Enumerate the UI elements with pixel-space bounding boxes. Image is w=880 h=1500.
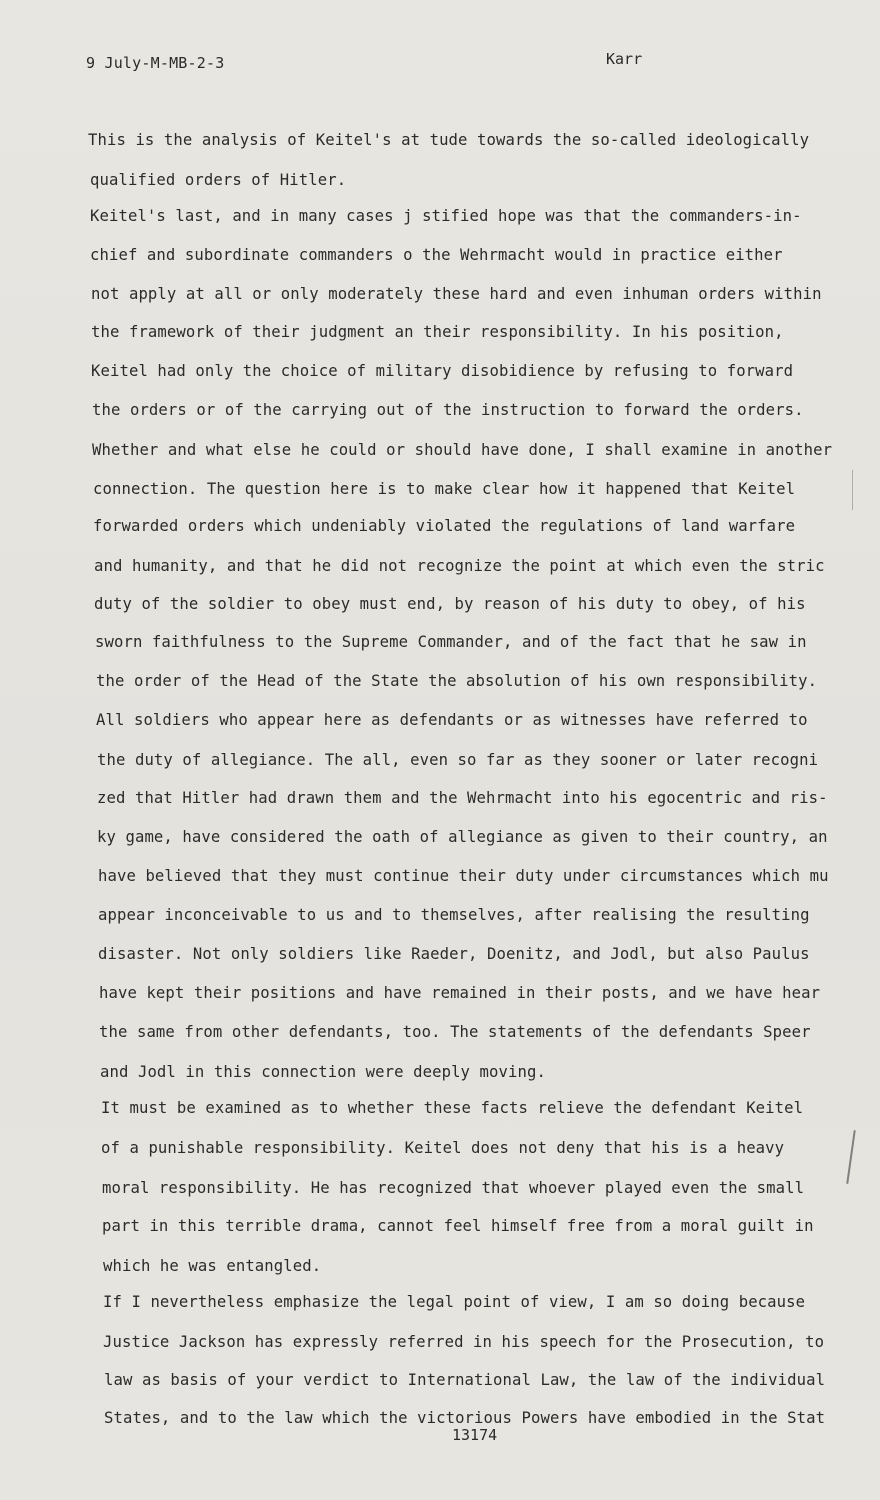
margin-pencil-mark xyxy=(852,470,853,510)
text-line: appear inconceivable to us and to themselves, after realising the resulting xyxy=(98,906,810,924)
text-line: have believed that they must continue their duty under circumstances which mu xyxy=(98,867,829,885)
text-line: the same from other defendants, too. The statements of the defendants Speer xyxy=(99,1023,811,1041)
text-line: have kept their positions and have remained in their posts, and we have hear xyxy=(99,984,821,1002)
text-line: This is the analysis of Keitel's at tude towards the so-called ideologically xyxy=(88,131,810,149)
page-number: 13174 xyxy=(452,1426,498,1444)
text-line: of a punishable responsibility. Keitel does not deny that his is a heavy xyxy=(101,1139,785,1157)
text-line: Keitel had only the choice of military disobidience by refusing to forward xyxy=(91,362,794,380)
text-line: ky game, have considered the oath of allegiance as given to their country, an xyxy=(97,828,828,846)
text-line: and Jodl in this connection were deeply moving. xyxy=(100,1063,546,1081)
text-line: the framework of their judgment an their responsibility. In his position, xyxy=(91,323,784,341)
document-reference: 9 July-M-MB-2-3 xyxy=(86,54,225,72)
text-line: not apply at all or only moderately these hard and even inhuman orders within xyxy=(91,285,822,303)
text-line: and humanity, and that he did not recognize the point at which even the stric xyxy=(94,557,825,575)
text-line: forwarded orders which undeniably violated the regulations of land warfare xyxy=(93,517,796,535)
text-line: moral responsibility. He has recognized that whoever played even the small xyxy=(102,1179,805,1197)
text-line: All soldiers who appear here as defendants or as witnesses have referred to xyxy=(96,711,808,729)
text-line: sworn faithfulness to the Supreme Commander, and of the fact that he saw in xyxy=(95,633,807,651)
text-line: If I nevertheless emphasize the legal point of view, I am so doing because xyxy=(103,1293,806,1311)
text-line: connection. The question here is to make clear how it happened that Keitel xyxy=(93,480,796,498)
text-line: States, and to the law which the victorious Powers have embodied in the Stat xyxy=(104,1409,826,1427)
text-line: which he was entangled. xyxy=(103,1257,322,1275)
text-line: Justice Jackson has expressly referred in his speech for the Prosecution, to xyxy=(103,1333,825,1351)
margin-pencil-mark xyxy=(846,1130,855,1184)
text-line: law as basis of your verdict to International Law, the law of the individual xyxy=(104,1371,826,1389)
text-line: Keitel's last, and in many cases j stified hope was that the commanders-in- xyxy=(90,207,802,225)
text-line: the orders or of the carrying out of the instruction to forward the orders. xyxy=(92,401,804,419)
typist-name: Karr xyxy=(606,50,643,68)
text-line: qualified orders of Hitler. xyxy=(90,171,347,189)
text-line: part in this terrible drama, cannot feel himself free from a moral guilt in xyxy=(102,1217,814,1235)
text-line: It must be examined as to whether these facts relieve the defendant Keitel xyxy=(101,1099,804,1117)
text-line: chief and subordinate commanders o the Wehrmacht would in practice either xyxy=(90,246,783,264)
text-line: the duty of allegiance. The all, even so far as they sooner or later recogni xyxy=(97,751,819,769)
text-line: the order of the Head of the State the absolution of his own responsibility. xyxy=(96,672,818,690)
text-line: zed that Hitler had drawn them and the Wehrmacht into his egocentric and ris- xyxy=(97,789,828,807)
text-line: Whether and what else he could or should have done, I shall examine in another xyxy=(92,441,833,459)
text-line: duty of the soldier to obey must end, by reason of his duty to obey, of his xyxy=(94,595,806,613)
text-line: disaster. Not only soldiers like Raeder, Doenitz, and Jodl, but also Paulus xyxy=(98,945,810,963)
